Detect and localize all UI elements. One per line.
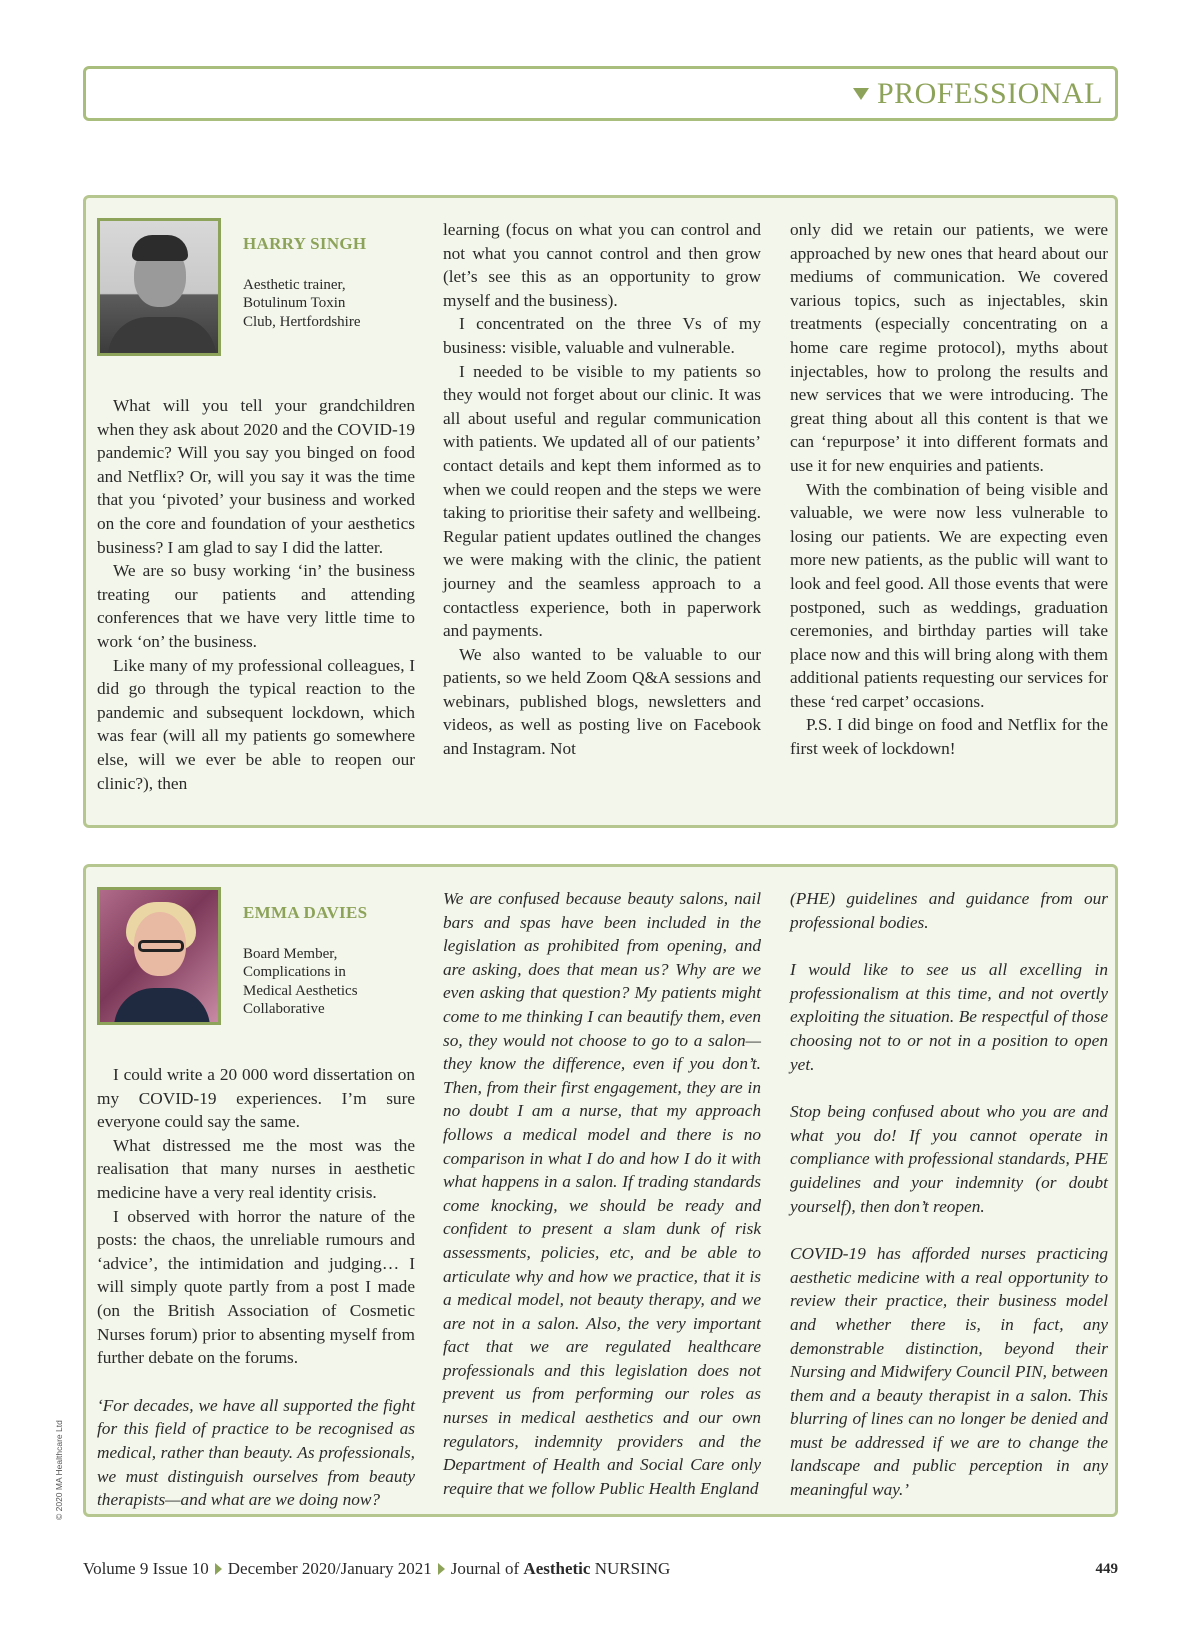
section-title: PROFESSIONAL: [876, 77, 1103, 110]
paragraph: I observed with horror the nature of the posts: the chaos, the unreliable rumours and ‘advice’, the intimidation and judging… I will simply quote partly from a post I made (on the British Association of Cosmetic Nurses forum) prior to absenting myself from further debate on the forums.: [97, 1206, 415, 1368]
article-card-harry-singh: [83, 195, 1118, 828]
triangle-right-icon: [438, 1563, 445, 1575]
article-column-2: [443, 218, 761, 761]
footer-volume: Volume 9 Issue 10: [83, 1559, 209, 1578]
paragraph: We also wanted to be valuable to our patients, so we held Zoom Q&A sessions and webinars, published blogs, newsletters and videos, as well as posting live on Facebook and Instagram. Not: [443, 644, 761, 759]
paragraph: With the combination of being visible and valuable, we were now less vulnerable to losing our patients. We are expecting even more new patients, as the public will want to look and feel good. All those events that were postponed, such as weddings, graduation ceremonies, and birthday parties will take place now and this will bring along with them additional patients requesting our services for these ‘red carpet’ occasions.: [790, 479, 1108, 711]
quote-paragraph: ‘For decades, we have all supported the fight for this field of practice to be recognised as medical, rather than beauty. As professionals, we must distinguish ourselves from beauty therapists—and what are we doing now?: [97, 1395, 415, 1510]
author-info: [243, 887, 367, 1025]
article-column-3: [790, 887, 1108, 1502]
quote-paragraph: Stop being confused about who you are and what you do! If you cannot operate in compliance with professional standards, PHE guidelines and your indemnity (or doubt yourself), then don’t reopen.: [790, 1102, 1108, 1216]
author-block: [97, 218, 415, 356]
article-column-3: [790, 218, 1108, 761]
section-header: [83, 66, 1118, 121]
author-photo: [97, 887, 221, 1025]
paragraph: I needed to be visible to my patients so they would not forget about our clinic. It was all about useful and regular communication with patients. We updated all of our patients’ contact details and kept them informed as to when we could reopen and the steps we were taking to prioritise their safety and wellbeing. Regular patient updates outlined the changes we were making with the clinic, the patient journey and the seamless approach to a contactless experience, both in paperwork and payments.: [443, 361, 761, 641]
footer-date: December 2020/January 2021: [227, 1559, 432, 1578]
page-footer: [83, 1559, 1118, 1579]
paragraph: learning (focus on what you can control and not what you cannot control and then grow (let’s see this as an opportunity to grow myself and the business).: [443, 220, 761, 310]
section-label: [853, 77, 1103, 111]
triangle-right-icon: [215, 1563, 222, 1575]
footer-journal: Journal of Aesthetic NURSING: [450, 1559, 671, 1578]
author-role: Board Member, Complications in Medical Aesthetics Collaborative: [243, 945, 358, 1018]
article-column-1: [97, 887, 415, 1512]
page-number: 449: [1095, 1560, 1118, 1577]
article-column-1: [97, 218, 415, 795]
quote-paragraph: (PHE) guidelines and guidance from our professional bodies.: [790, 889, 1108, 932]
paragraph: P.S. I did binge on food and Netflix for the first week of lockdown!: [790, 715, 1108, 759]
quote-paragraph: We are confused because beauty salons, nail bars and spas have been included in the legislation as prohibited from opening, and are asking, does that mean us? Why are we even asking that question? My patients might come to me thinking I can beautify them, even so, they would not choose to go to a salon—they know the difference, even if you don’t. Then, from their first engagement, they are in no doubt I am a nurse, that my approach follows a medical model and there is no comparison in what I do and how I do it with what happens in a salon. If trading standards come knocking, we should be ready and confident to present a slam dunk of risk assessments, policies, etc, and be able to articulate why and how we practice, that it is a medical model, not beauty therapy, and we are not in a salon. Also, the very important fact that we are regulated healthcare professionals and this legislation does not prevent us from performing our roles as nurses in medical aesthetics and our own regulators, indemnity providers and the Department of Health and Social Care only require that we follow Public Health England: [443, 889, 761, 1498]
quote-paragraph: I would like to see us all excelling in professionalism at this time, and not overtly exploiting the situation. Be respectful of those choosing not to or not in a position to open yet.: [790, 960, 1108, 1074]
author-photo: [97, 218, 221, 356]
paragraph: I could write a 20 000 word dissertation on my COVID-19 experiences. I’m sure everyone could say the same.: [97, 1065, 415, 1132]
triangle-down-icon: [853, 88, 869, 100]
quote-paragraph: COVID-19 has afforded nurses practicing aesthetic medicine with a real opportunity to review their practice, their business model and whether there is, in fact, any demonstrable distinction, beyond their Nursing and Midwifery Council PIN, between them and a beauty therapist in a salon. This blurring of lines can no longer be denied and must be addressed if we are to change the landscape and public perception in any meaningful way.’: [790, 1244, 1108, 1500]
article-card-emma-davies: [83, 864, 1118, 1517]
author-info: [243, 218, 366, 356]
paragraph: We are so busy working ‘in’ the business treating our patients and attending conferences that we have very little time to work ‘on’ the business.: [97, 561, 415, 651]
paragraph: What distressed me the most was the realisation that many nurses in aesthetic medicine have a very real identity crisis.: [97, 1135, 415, 1202]
paragraph: What will you tell your grandchildren when they ask about 2020 and the COVID-19 pandemic? Will you say you binged on food and Netflix? Or, will you say it was the time that you ‘pivoted’ your business and worked on the core and foundation of your aesthetics business? I am glad to say I did the latter.: [97, 396, 415, 557]
paragraph: I concentrated on the three Vs of my business: visible, valuable and vulnerable.: [443, 314, 761, 357]
paragraph: only did we retain our patients, we were approached by new ones that heard about our mediums of communication. We covered various topics, such as injectables, skin treatments (especially concentrating on a home care regime protocol), myths about injectables, how to prolong the results and new services that we were introducing. The great thing about all this content is that we can ‘repurpose’ it into different formats and use it for new enquiries and patients.: [790, 220, 1108, 475]
article-column-2: [443, 887, 761, 1500]
author-role: Aesthetic trainer, Botulinum Toxin Club, Hertfordshire: [243, 276, 361, 330]
paragraph: Like many of my professional colleagues, I did go through the typical reaction to the pandemic and subsequent lockdown, which was fear (will all my patients go somewhere else, will we ever be able to reopen our clinic?), then: [97, 655, 415, 793]
author-name: EMMA DAVIES: [243, 903, 368, 922]
author-name: HARRY SINGH: [243, 234, 367, 253]
copyright-notice: © 2020 MA Healthcare Ltd: [54, 1420, 64, 1520]
author-block: [97, 887, 415, 1025]
